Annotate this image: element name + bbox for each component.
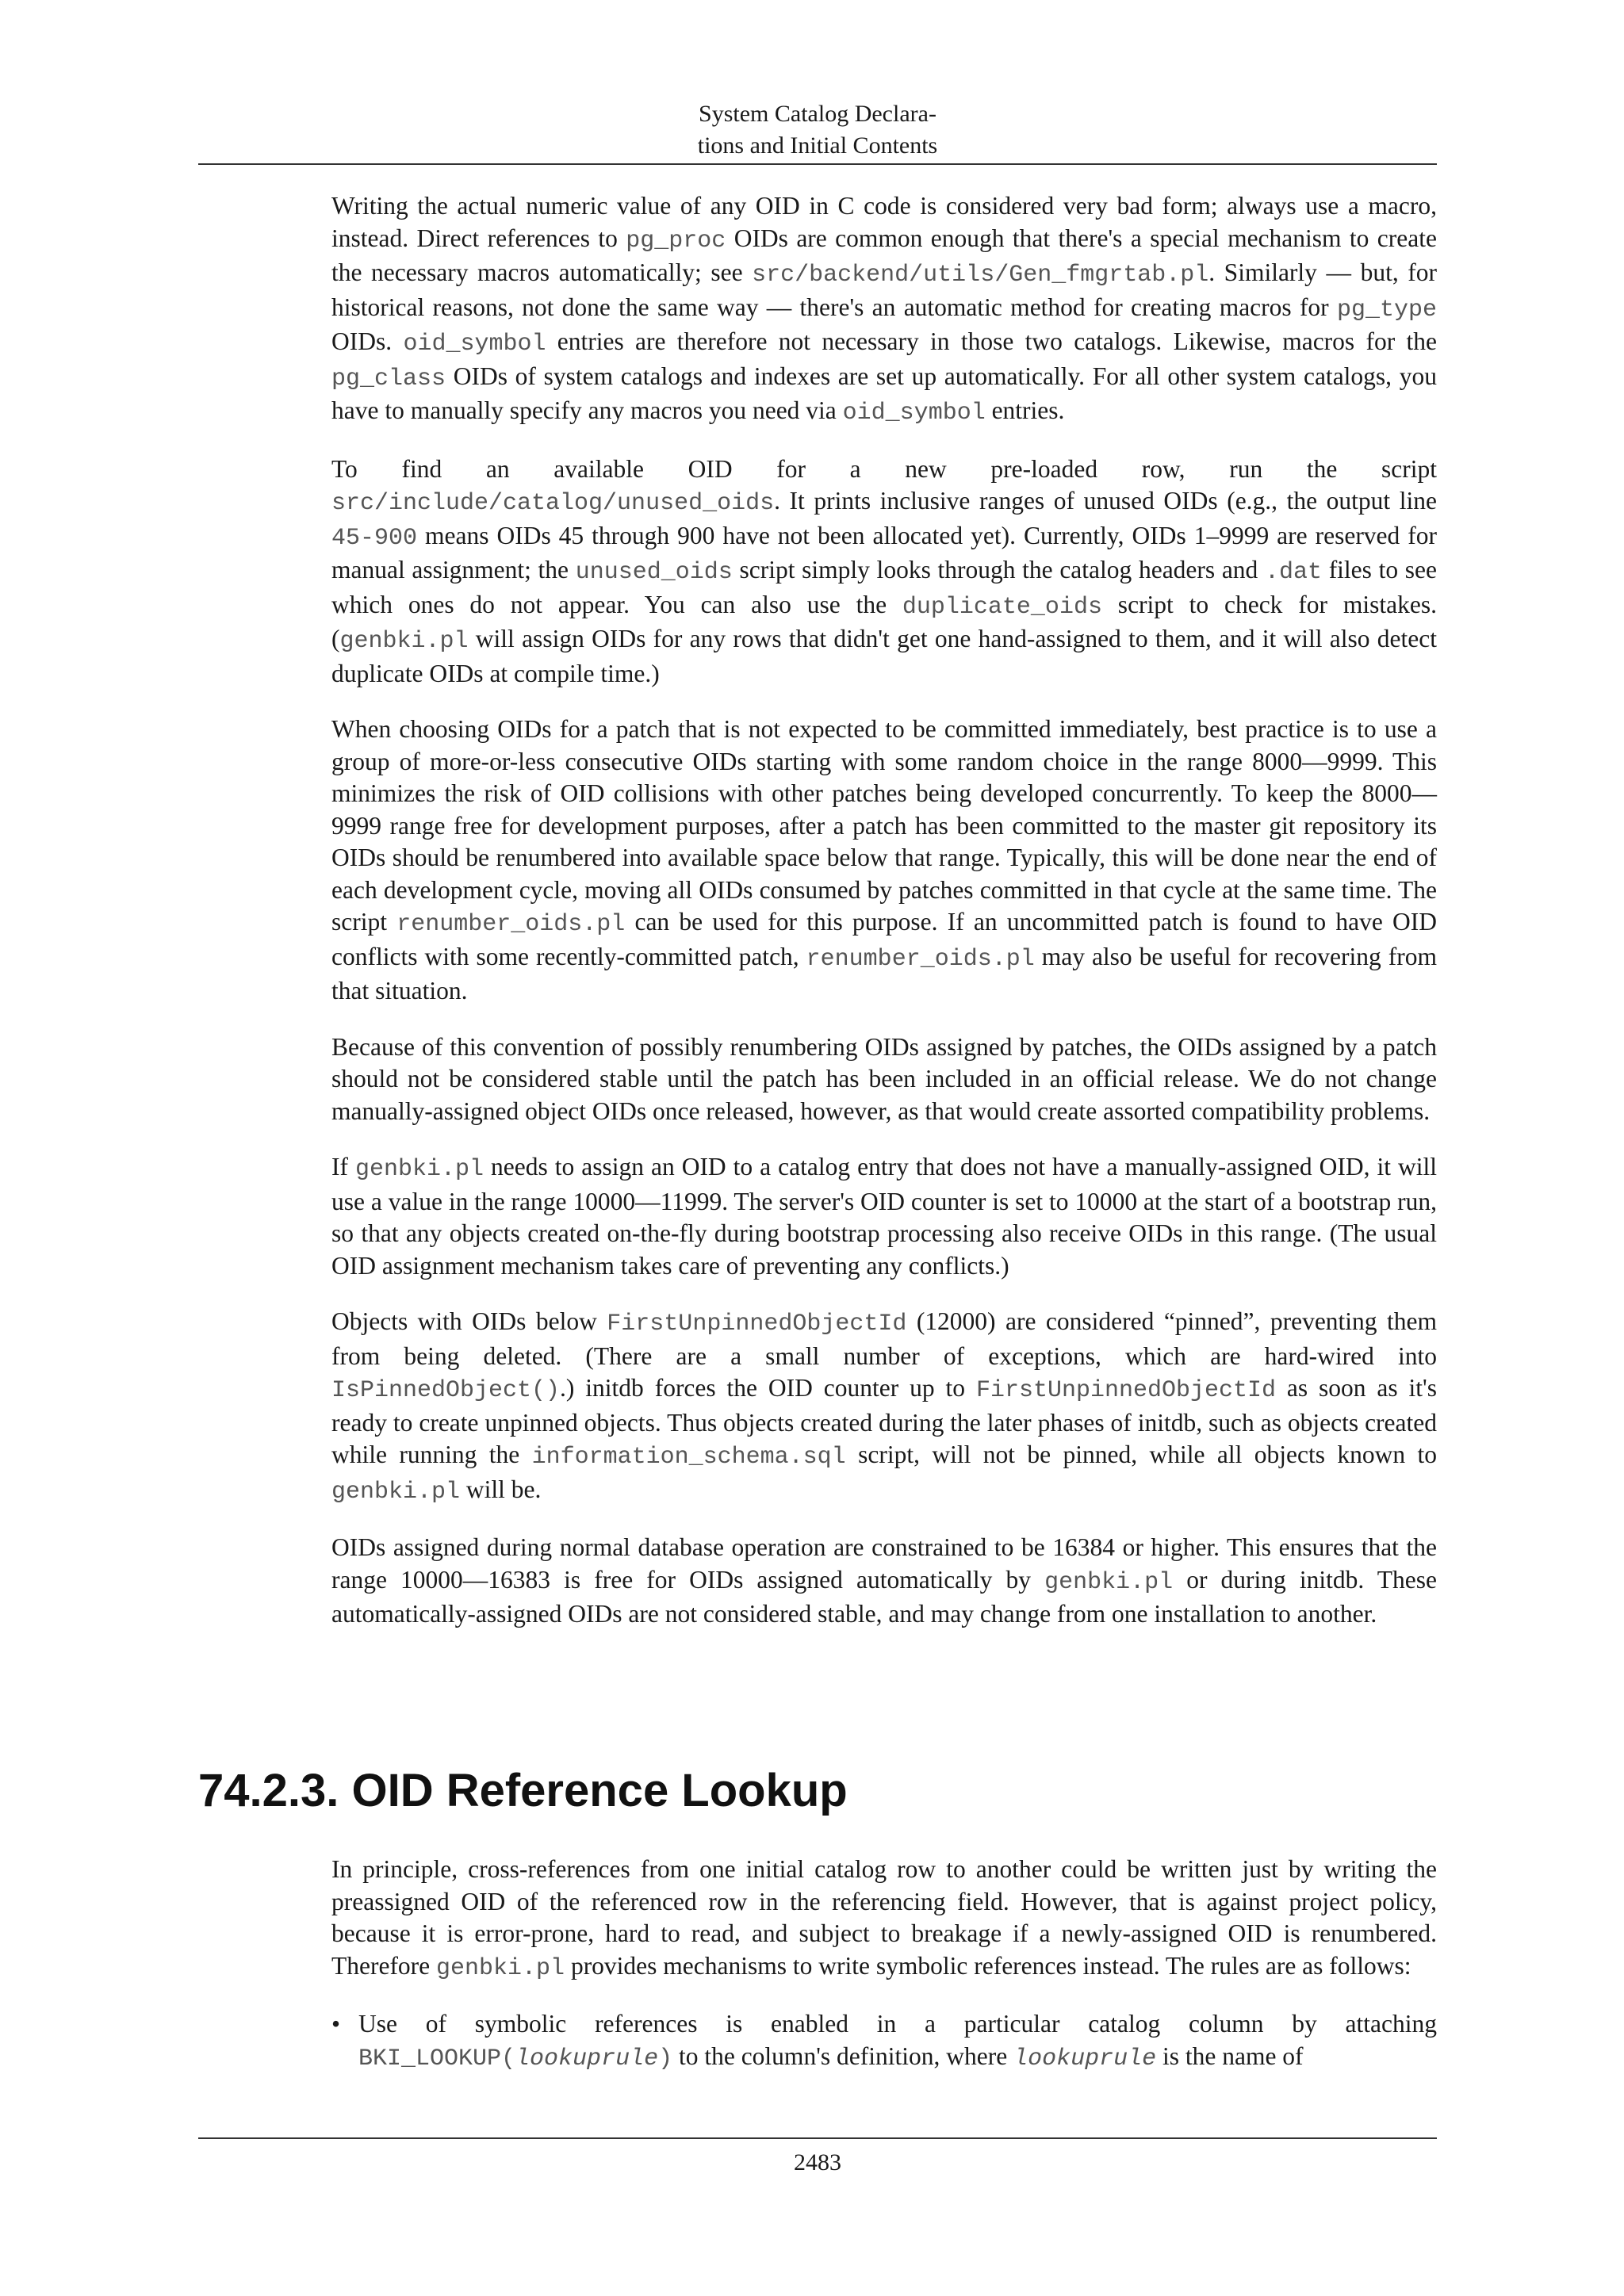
text: To find an available OID for a new pre-loaded row, run the script	[331, 454, 1437, 483]
text: Because of this convention of possibly renumbering OIDs assigned by patches, the OIDs assigned by a patch should not be considered stable until the patch has been included in an official release. We do not change manually-assigned object OIDs once released, however, as that would create assorted compatibility problems.	[331, 1032, 1437, 1125]
text: OIDs are common enough that there's a special mechanism to create the necessary macros automatically; see	[331, 224, 1437, 286]
code-unused-oids: unused_oids	[575, 559, 733, 586]
text: . Similarly — but, for historical reasons, not done the same way — there's an automatic method for creating macros for	[331, 258, 1437, 321]
text: script, will not be pinned, while all objects known to	[845, 1441, 1437, 1468]
code-genbki: genbki.pl	[339, 628, 469, 655]
text: OIDs of system catalogs and indexes are set up automatically. For all other system catalogs, you have to manually specify any macros you need via	[331, 362, 1437, 424]
text: needs to assign an OID to a catalog entry that does not have a manually-assigned OID, it will use a value in the range 10000—11999. The server's OID counter is set to 10000 at the start of a bootstrap run, so that any objects created on-the-fly during bootstrap processing also receive OIDs in this range. (The usual OID assignment mechanism takes care of preventing any conflicts.)	[331, 1153, 1437, 1280]
bullet-marker: •	[331, 2010, 341, 2038]
text: as soon as it's ready to create unpinned objects. Thus objects created during the later phases of initdb, such as objects created while running the	[331, 1374, 1437, 1468]
text: script to check for mistakes. (	[331, 590, 1437, 652]
text: will be.	[460, 1475, 542, 1503]
text: may also be useful for recovering from that situation.	[331, 942, 1437, 1004]
code-pg-proc: pg_proc	[626, 227, 726, 254]
code-gen-fmgrtab-path: src/backend/utils/Gen_fmgrtab.pl	[752, 262, 1209, 289]
code-genbki: genbki.pl	[331, 1478, 461, 1506]
code-oid-symbol: oid_symbol	[403, 331, 546, 358]
text: script simply looks through the catalog headers and	[732, 556, 1265, 584]
code-renumber-oids: renumber_oids.pl	[806, 945, 1035, 973]
code-pg-class: pg_class	[331, 365, 446, 392]
text: Objects with OIDs below	[331, 1307, 607, 1335]
text: provides mechanisms to write symbolic references instead. The rules are as follows:	[565, 1951, 1411, 1980]
code-lookuprule-italic: lookuprule	[1013, 2045, 1157, 2072]
page-number: 2483	[794, 2149, 841, 2175]
text: will assign OIDs for any rows that didn't get one hand-assigned to them, and it will also detect duplicate OIDs at compile time.)	[331, 625, 1437, 687]
code-part: )	[658, 2045, 673, 2072]
text: OIDs.	[331, 327, 404, 355]
code-unused-oids-path: src/include/catalog/unused_oids	[331, 490, 775, 517]
text: Writing the actual numeric value of any OID in C code is considered very bad form; always use a macro, instead. Direct references to	[331, 192, 1437, 252]
text: or during initdb. These automatically-assigned OIDs are not considered stable, and may change from one installation to another.	[331, 1565, 1438, 1628]
paragraph-oid-macros	[331, 190, 1437, 430]
paragraph-genbki-assign	[331, 1151, 1437, 1282]
code-pg-type: pg_type	[1336, 296, 1437, 323]
text: is the name of	[1156, 2042, 1304, 2070]
text: to the column's definition, where	[672, 2042, 1014, 2070]
text: entries.	[985, 396, 1065, 424]
code-dat: .dat	[1265, 559, 1323, 586]
paragraph-pinned-objects	[331, 1306, 1437, 1508]
list-item-bki-lookup	[331, 2008, 1437, 2075]
code-duplicate-oids: duplicate_oids	[902, 593, 1102, 621]
code-lookuprule	[1013, 2045, 1156, 2072]
text: files to see which ones do not appear. You can also use the	[331, 556, 1438, 618]
code-genbki: genbki.pl	[1044, 1568, 1174, 1596]
text: . It prints inclusive ranges of unused OIDs (e.g., the output line	[774, 487, 1437, 515]
code-first-unpinned-object-id: FirstUnpinnedObjectId	[607, 1311, 907, 1337]
body-text	[331, 190, 1437, 1655]
text: In principle, cross-references from one initial catalog row to another could be written just by writing the preassigned OID of the referenced row in the referencing field. However, that is against project policy, because it is error-prone, hard to read, and subject to breakage if a newly-assigned OID is renumbered. Therefore	[331, 1855, 1437, 1980]
running-header	[198, 98, 1437, 162]
text: If	[331, 1153, 355, 1181]
header-line-1: System Catalog Declara-	[699, 101, 936, 127]
section-heading: 74.2.3. OID Reference Lookup	[198, 1765, 848, 1816]
text: entries are therefore not necessary in those two catalogs. Likewise, macros for the	[546, 327, 1438, 355]
text: can be used for this purpose. If an uncommitted patch is found to have OID conflicts with some recently-committed patch,	[331, 908, 1437, 970]
code-first-unpinned-object-id: FirstUnpinnedObjectId	[975, 1377, 1276, 1404]
code-renumber-oids: renumber_oids.pl	[396, 911, 626, 938]
paragraph-unused-oids	[331, 453, 1437, 691]
text: When choosing OIDs for a patch that is not expected to be committed immediately, best practice is to use a group of more-or-less consecutive OIDs starting with some random choice in the range 8000—9999. This minimizes the risk of OID collisions with other patches being developed concurrently. To keep the 8000—9999 range free for development purposes, after a patch has been committed to the master git repository its OIDs should be renumbered into available space below that range. Typically, this will be done near the end of each development cycle, moving all OIDs consumed by patches committed in that cycle at the same time. The script	[331, 715, 1437, 936]
paragraph-stability	[331, 1031, 1437, 1128]
paragraph-normal-operation	[331, 1532, 1437, 1631]
code-bki-lookup	[358, 2045, 672, 2072]
code-is-pinned-object: IsPinnedObject()	[331, 1377, 561, 1404]
header-line-2: tions and Initial Contents	[697, 132, 938, 159]
code-genbki: genbki.pl	[436, 1954, 565, 1982]
text: Use of symbolic references is enabled in a particular catalog column by attaching	[358, 2010, 1437, 2038]
header-rule	[198, 163, 1437, 165]
paragraph-choosing-oids	[331, 714, 1437, 1008]
text: .) initdb forces the OID counter up to	[560, 1374, 976, 1402]
footer-rule	[198, 2137, 1437, 2139]
section-body	[331, 1854, 1437, 2075]
code-information-schema-sql: information_schema.sql	[531, 1444, 846, 1471]
code-oid-symbol: oid_symbol	[842, 400, 986, 427]
code-lookuprule: lookuprule	[515, 2045, 659, 2072]
text: means OIDs 45 through 900 have not been allocated yet). Currently, OIDs 1–9999 are reserved for manual assignment; the	[331, 521, 1437, 584]
code-range-example: 45-900	[331, 524, 418, 552]
paragraph-oid-reference-intro	[331, 1854, 1437, 1984]
code-part: BKI_LOOKUP(	[358, 2045, 516, 2072]
code-genbki: genbki.pl	[354, 1156, 485, 1183]
text: (12000) are considered “pinned”, preventing them from being deleted. (There are a small number of exceptions, which are hard-wired into	[331, 1307, 1438, 1370]
text: OIDs assigned during normal database operation are constrained to be 16384 or higher. This ensures that the range 10000—16383 is free for OIDs assigned automatically by	[331, 1533, 1437, 1594]
